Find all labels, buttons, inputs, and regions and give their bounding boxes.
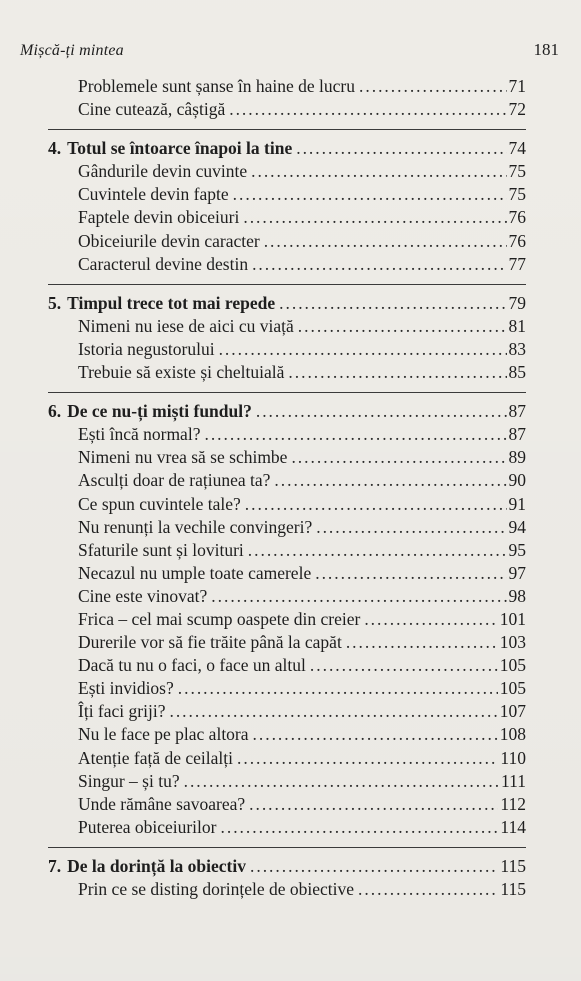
- dot-leader: [274, 469, 506, 492]
- chapter-number: 5.: [48, 292, 62, 313]
- dot-leader: [169, 700, 497, 723]
- entry-page-number: 103: [499, 632, 526, 653]
- entry-title: Cine cutează, câștigă: [78, 99, 226, 120]
- toc-entry: [48, 793, 526, 816]
- toc-entry: [48, 315, 526, 338]
- entry-page-number: 90: [508, 470, 526, 491]
- entry-page-number: 81: [508, 315, 526, 336]
- entry-title: Îți faci griji?: [78, 701, 166, 722]
- chapter-page-number: 74: [508, 138, 526, 159]
- dot-leader: [251, 160, 506, 183]
- entry-title: Ești încă normal?: [78, 424, 201, 445]
- toc-entry: [48, 816, 526, 839]
- chapter-title: De la dorință la obiectiv: [67, 855, 246, 876]
- entry-title: Nimeni nu iese de aici cu viață: [78, 315, 294, 336]
- entry-title: Nimeni nu vrea să se schimbe: [78, 447, 288, 468]
- toc-entry: [48, 516, 526, 539]
- entry-page-number: 87: [508, 424, 526, 445]
- chapter-page-number: 79: [508, 292, 526, 313]
- entry-page-number: 75: [508, 184, 526, 205]
- toc-entry: [48, 878, 526, 901]
- dot-leader: [249, 793, 498, 816]
- toc-entry: [48, 230, 526, 253]
- toc-entry: [48, 98, 526, 121]
- running-title: Mișcă-ți mintea: [20, 42, 124, 59]
- toc-entry: [48, 631, 526, 654]
- entry-title: Cuvintele devin fapte: [78, 184, 229, 205]
- chapter-title: Totul se întoarce înapoi la tine: [67, 138, 293, 159]
- entry-title: Atenție față de ceilalți: [78, 747, 233, 768]
- chapter-page-number: 115: [500, 855, 526, 876]
- chapter-page-number: 87: [508, 401, 526, 422]
- toc-section: [48, 129, 526, 276]
- toc-section: [48, 284, 526, 384]
- toc-entry: [48, 469, 526, 492]
- entry-page-number: 107: [499, 701, 526, 722]
- chapter-number: 7.: [48, 855, 62, 876]
- dot-leader: [316, 516, 506, 539]
- table-of-contents: [48, 75, 526, 901]
- entry-page-number: 115: [500, 879, 526, 899]
- entry-title: Caracterul devine destin: [78, 253, 249, 274]
- entry-page-number: 89: [508, 447, 526, 468]
- dot-leader: [264, 230, 507, 253]
- entry-page-number: 114: [500, 816, 526, 837]
- running-header: [20, 40, 559, 62]
- dot-leader: [358, 878, 498, 901]
- dot-leader: [219, 338, 507, 361]
- entry-page-number: 83: [508, 338, 526, 359]
- entry-title: Ești invidios?: [78, 678, 174, 699]
- entry-title: Singur – și tu?: [78, 770, 180, 791]
- toc-entry: [48, 562, 526, 585]
- dot-leader: [291, 446, 506, 469]
- entry-page-number: 112: [500, 793, 526, 814]
- entry-page-number: 110: [500, 747, 526, 768]
- toc-entry: [48, 747, 526, 770]
- dot-leader: [229, 98, 506, 121]
- entry-title: Sfaturile sunt și lovituri: [78, 539, 244, 560]
- entry-title: Durerile vor să fie trăite până la capăt: [78, 632, 342, 653]
- toc-entry: [48, 253, 526, 276]
- entry-title: Asculți doar de rațiunea ta?: [78, 470, 271, 491]
- dot-leader: [279, 292, 506, 315]
- toc-entry: [48, 206, 526, 229]
- entry-title: Nu le face pe plac altora: [78, 724, 249, 745]
- toc-entry: [48, 585, 526, 608]
- entry-title: Istoria negustorului: [78, 338, 215, 359]
- entry-page-number: 76: [508, 207, 526, 228]
- chapter-title: De ce nu-ți miști fundul?: [67, 401, 252, 422]
- entry-page-number: 91: [508, 493, 526, 514]
- entry-title: Nu renunți la vechile convingeri?: [78, 516, 313, 537]
- entry-page-number: 97: [508, 562, 526, 583]
- dot-leader: [346, 631, 498, 654]
- toc-chapter-entry: [48, 292, 526, 315]
- entry-title: Necazul nu umple toate camerele: [78, 562, 312, 583]
- entry-page-number: 76: [508, 230, 526, 251]
- dot-leader: [221, 816, 499, 839]
- dot-leader: [248, 539, 507, 562]
- entry-page-number: 98: [508, 585, 526, 606]
- entry-page-number: 75: [508, 161, 526, 182]
- entry-title: Gândurile devin cuvinte: [78, 161, 248, 182]
- toc-entry: [48, 160, 526, 183]
- toc-chapter-entry: [48, 137, 526, 160]
- dot-leader: [245, 493, 507, 516]
- dot-leader: [233, 183, 507, 206]
- dot-leader: [298, 315, 507, 338]
- entry-page-number: 94: [508, 516, 526, 537]
- chapter-number: 4.: [48, 138, 62, 159]
- dot-leader: [253, 723, 498, 746]
- dot-leader: [288, 361, 506, 384]
- toc-entry: [48, 770, 526, 793]
- entry-title: Faptele devin obiceiuri: [78, 207, 240, 228]
- entry-title: Puterea obiceiurilor: [78, 816, 217, 837]
- toc-entry: [48, 723, 526, 746]
- toc-entry: [48, 75, 526, 98]
- dot-leader: [364, 608, 497, 631]
- toc-entry: [48, 423, 526, 446]
- toc-entry: [48, 493, 526, 516]
- entry-title: Obiceiurile devin caracter: [78, 230, 260, 251]
- toc-entry: [48, 608, 526, 631]
- dot-leader: [211, 585, 506, 608]
- toc-section: [48, 75, 526, 121]
- toc-entry: [48, 700, 526, 723]
- entry-page-number: 111: [501, 770, 526, 791]
- dot-leader: [296, 137, 506, 160]
- dot-leader: [250, 855, 498, 878]
- chapter-title: Timpul trece tot mai repede: [67, 292, 276, 313]
- entry-title: Trebuie să existe și cheltuială: [78, 362, 285, 383]
- entry-page-number: 101: [499, 608, 526, 629]
- dot-leader: [184, 770, 499, 793]
- entry-page-number: 95: [508, 539, 526, 560]
- toc-section: [48, 847, 526, 901]
- entry-page-number: 77: [508, 253, 526, 274]
- entry-title: Dacă tu nu o faci, o face un altul: [78, 655, 306, 676]
- dot-leader: [256, 400, 507, 423]
- entry-title: Prin ce se disting dorințele de obiective: [78, 879, 355, 899]
- entry-page-number: 108: [499, 724, 526, 745]
- entry-title: Unde rămâne savoarea?: [78, 793, 246, 814]
- toc-entry: [48, 361, 526, 384]
- dot-leader: [310, 654, 498, 677]
- entry-page-number: 71: [508, 76, 526, 96]
- entry-page-number: 85: [508, 362, 526, 383]
- toc-entry: [48, 446, 526, 469]
- toc-chapter-entry: [48, 400, 526, 423]
- entry-title: Problemele sunt șanse în haine de lucru: [78, 76, 356, 96]
- toc-entry: [48, 677, 526, 700]
- chapter-number: 6.: [48, 401, 62, 422]
- entry-page-number: 105: [499, 655, 526, 676]
- toc-entry: [48, 654, 526, 677]
- toc-entry: [48, 539, 526, 562]
- dot-leader: [252, 253, 506, 276]
- dot-leader: [178, 677, 498, 700]
- toc-chapter-entry: [48, 855, 526, 878]
- page-number: 181: [533, 40, 559, 59]
- dot-leader: [359, 75, 506, 98]
- dot-leader: [237, 747, 498, 770]
- entry-title: Frica – cel mai scump oaspete din creier: [78, 608, 361, 629]
- toc-section: [48, 392, 526, 839]
- dot-leader: [243, 206, 506, 229]
- toc-entry: [48, 338, 526, 361]
- dot-leader: [315, 562, 506, 585]
- toc-entry: [48, 183, 526, 206]
- entry-page-number: 105: [499, 678, 526, 699]
- entry-title: Cine este vinovat?: [78, 585, 208, 606]
- dot-leader: [204, 423, 506, 446]
- entry-page-number: 72: [508, 99, 526, 120]
- entry-title: Ce spun cuvintele tale?: [78, 493, 241, 514]
